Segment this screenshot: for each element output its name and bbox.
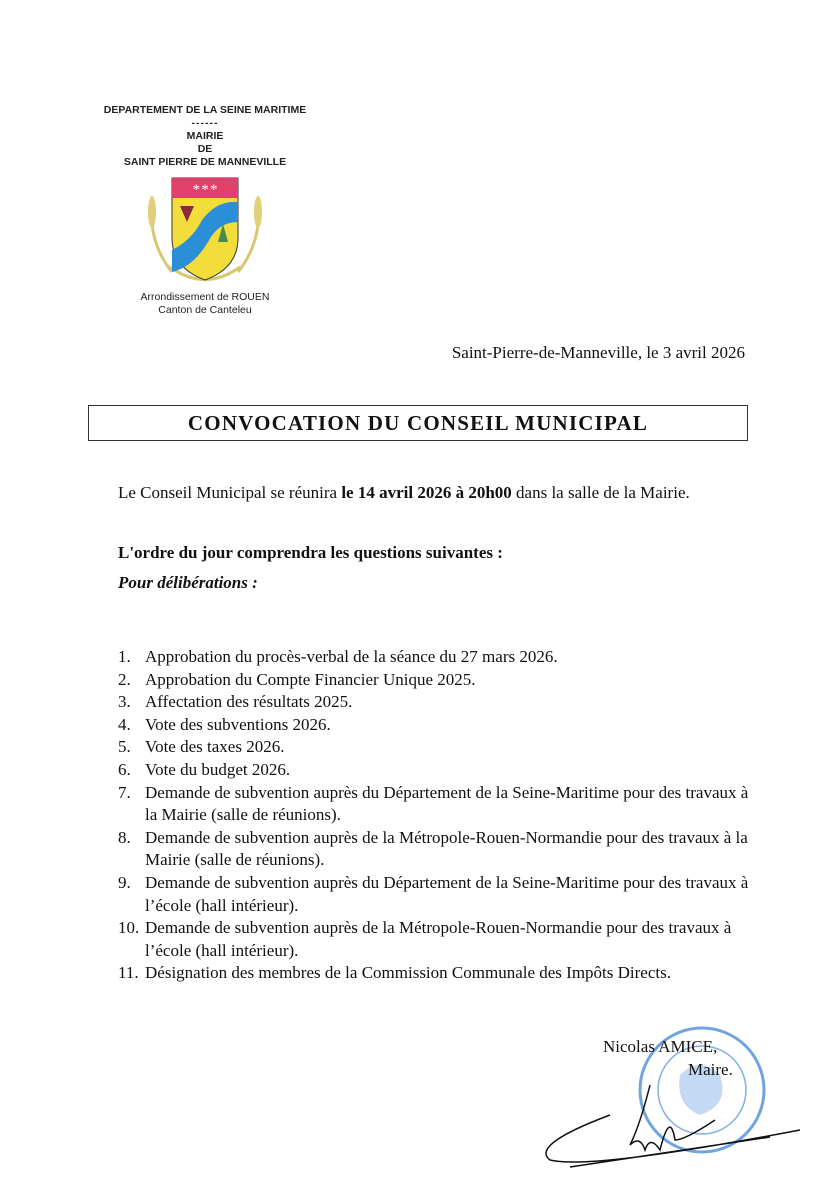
signatory-name: Nicolas AMICE, xyxy=(603,1037,718,1056)
agenda-item-text: Approbation du Compte Financier Unique 2025. xyxy=(145,669,476,689)
commune-label: SAINT PIERRE DE MANNEVILLE xyxy=(123,156,287,168)
signatory-role: Maire. xyxy=(688,1060,733,1079)
mairie-label: MAIRIE xyxy=(186,130,224,142)
date-line: Saint-Pierre-de-Manneville, le 3 avril 2026 xyxy=(451,343,745,362)
agenda-list xyxy=(118,646,758,985)
intro-text: Le Conseil Municipal se réunira xyxy=(118,483,342,502)
deliberations-subheading: Pour délibérations : xyxy=(118,573,258,592)
intro-paragraph xyxy=(118,481,758,505)
agenda-item-number: 6. xyxy=(118,759,131,779)
agenda-item-text: Demande de subvention auprès de la Métropole-Rouen-Normandie pour des travaux à la Mairie (salle de réunions). xyxy=(145,827,748,870)
coat-of-arms-logo xyxy=(140,172,270,290)
agenda-item xyxy=(118,669,758,692)
agenda-item-number: 2. xyxy=(118,669,131,689)
canton-label: Canton de Canteleu xyxy=(158,304,252,316)
agenda-item-text: Vote des subventions 2026. xyxy=(145,714,331,734)
agenda-heading: L'ordre du jour comprendra les questions suivantes : xyxy=(118,543,503,562)
agenda-item-text: Vote des taxes 2026. xyxy=(145,737,285,757)
agenda-item-number: 7. xyxy=(118,782,131,802)
agenda-item-text: Demande de subvention auprès du Département de la Seine-Maritime pour des travaux à la Mairie (salle de réunions). xyxy=(145,782,749,825)
agenda-item-text: Demande de subvention auprès du Département de la Seine-Maritime pour des travaux à l’école (hall intérieur). xyxy=(145,872,749,915)
svg-text:* * *: * * * xyxy=(192,182,218,198)
agenda-item-number: 4. xyxy=(118,714,131,734)
agenda-item-number: 8. xyxy=(118,827,131,847)
agenda-item xyxy=(118,962,758,985)
agenda-item-text: Désignation des membres de la Commission Communale des Impôts Directs. xyxy=(145,963,671,983)
agenda-item-number: 3. xyxy=(118,692,131,712)
department-label: DEPARTEMENT DE LA SEINE MARITIME xyxy=(103,104,307,116)
agenda-item-number: 9. xyxy=(118,872,131,892)
agenda-item-number: 11. xyxy=(118,963,139,983)
agenda-item xyxy=(118,646,758,669)
agenda-item-text: Demande de subvention auprès de la Métropole-Rouen-Normandie pour des travaux à l’école (hall intérieur). xyxy=(145,918,732,960)
agenda-item xyxy=(118,736,758,759)
agenda-item xyxy=(118,759,758,782)
agenda-item-text: Affectation des résultats 2025. xyxy=(145,692,353,712)
agenda-item xyxy=(118,827,758,872)
agenda-item-text: Vote du budget 2026. xyxy=(145,759,291,779)
header-divider: ------ xyxy=(191,117,219,129)
de-label: DE xyxy=(197,143,213,155)
agenda-item xyxy=(118,691,758,714)
agenda-item-number: 5. xyxy=(118,737,131,757)
agenda-item xyxy=(118,714,758,737)
intro-location: dans la salle de la Mairie. xyxy=(511,483,690,502)
agenda-item-number: 10. xyxy=(118,918,140,938)
agenda-item xyxy=(118,872,758,917)
agenda-item xyxy=(118,782,758,827)
arrondissement-label: Arrondissement de ROUEN xyxy=(140,291,270,303)
meeting-datetime: le 14 avril 2026 à 20h00 xyxy=(341,483,512,502)
agenda-item xyxy=(118,917,758,962)
document-title: CONVOCATION DU CONSEIL MUNICIPAL xyxy=(88,405,748,441)
agenda-item-number: 1. xyxy=(118,647,131,666)
agenda-item-text: Approbation du procès-verbal de la séance du 27 mars 2026. xyxy=(145,647,558,666)
